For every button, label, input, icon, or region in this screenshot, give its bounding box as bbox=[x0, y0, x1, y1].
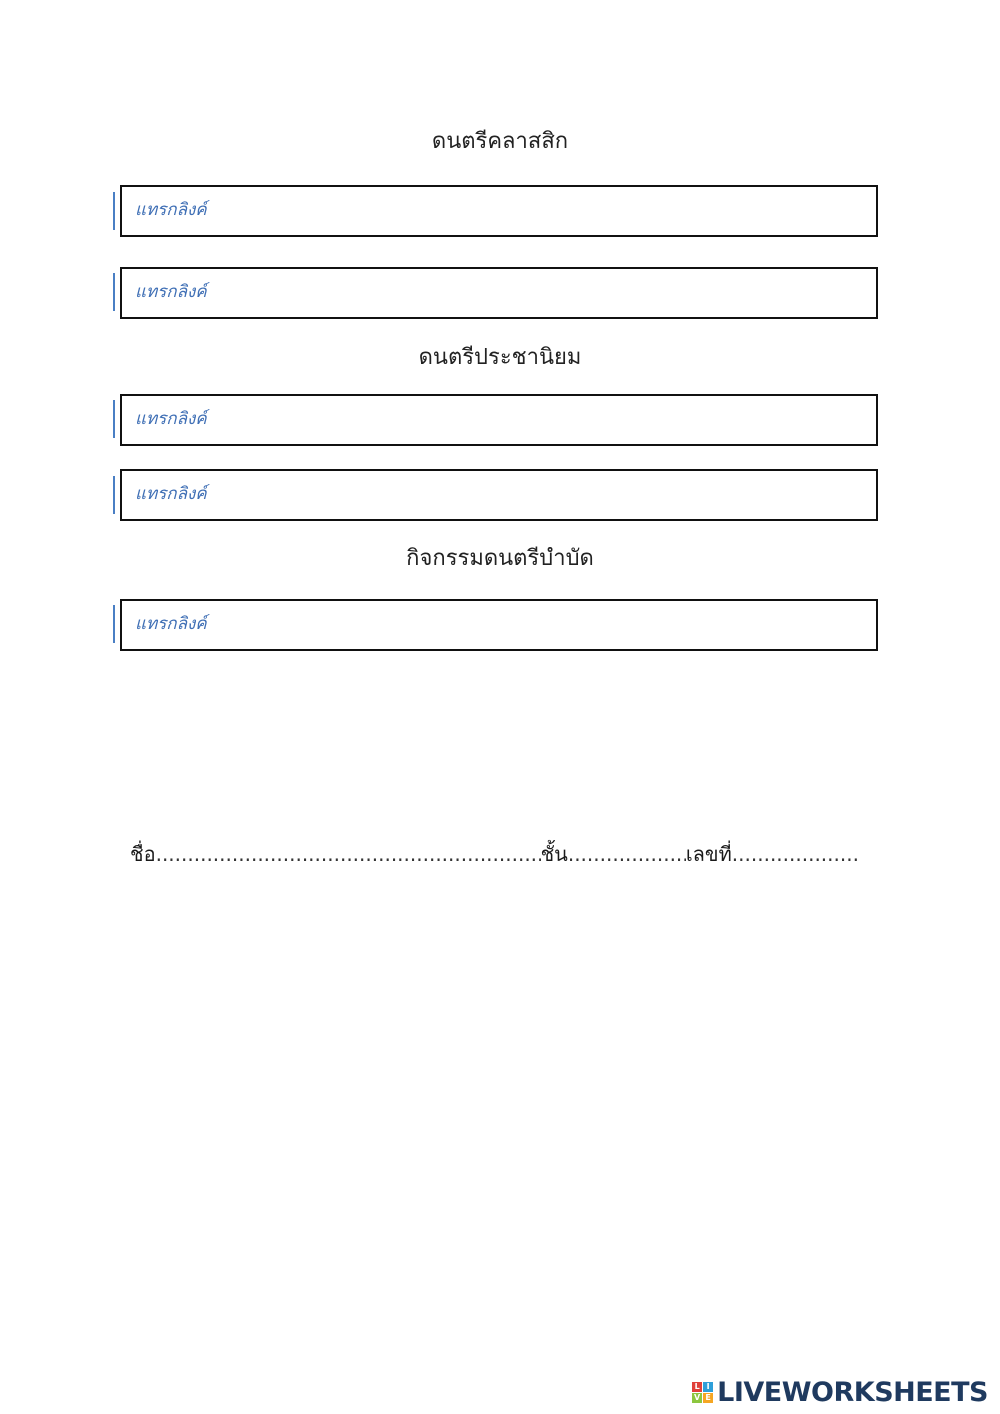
link-placeholder: แทรกลิงค์ bbox=[135, 282, 207, 302]
number-blank[interactable] bbox=[732, 840, 860, 868]
liveworksheets-logo bbox=[692, 1377, 988, 1408]
section-title-popular: ดนตรีประชานิยม bbox=[418, 345, 582, 370]
link-placeholder: แทรกลิงค์ bbox=[135, 200, 207, 220]
logo-icon bbox=[692, 1382, 713, 1403]
link-marker bbox=[113, 400, 115, 438]
class-label: ชั้น bbox=[540, 842, 568, 866]
section-title-music-therapy: กิจกรรมดนตรีบำบัด bbox=[406, 546, 594, 571]
link-input-box[interactable] bbox=[120, 394, 878, 446]
link-placeholder: แทรกลิงค์ bbox=[135, 484, 207, 504]
logo-letter: V bbox=[694, 1393, 701, 1402]
student-info-line bbox=[130, 840, 870, 868]
link-marker bbox=[113, 605, 115, 643]
name-label: ชื่อ bbox=[130, 842, 156, 866]
name-blank[interactable] bbox=[156, 840, 541, 868]
link-input-box[interactable] bbox=[120, 185, 878, 237]
link-marker bbox=[113, 273, 115, 311]
link-input-box[interactable] bbox=[120, 267, 878, 319]
link-placeholder: แทรกลิงค์ bbox=[135, 409, 207, 429]
link-input-box[interactable] bbox=[120, 469, 878, 521]
link-marker bbox=[113, 192, 115, 230]
number-label: เลขที่ bbox=[685, 842, 732, 866]
brand-name: LIVEWORKSHEETS bbox=[717, 1377, 988, 1408]
section-title-classical: ดนตรีคลาสสิก bbox=[431, 129, 569, 154]
link-marker bbox=[113, 476, 115, 514]
class-blank[interactable] bbox=[568, 840, 686, 868]
link-placeholder: แทรกลิงค์ bbox=[135, 614, 207, 634]
logo-letter: L bbox=[692, 1382, 702, 1392]
logo-letter: I bbox=[703, 1382, 713, 1392]
link-input-box[interactable] bbox=[120, 599, 878, 651]
logo-letter: E bbox=[703, 1393, 713, 1403]
